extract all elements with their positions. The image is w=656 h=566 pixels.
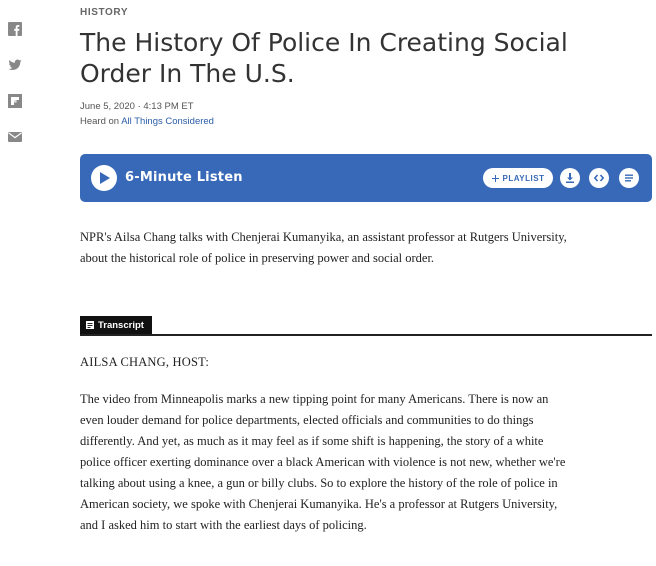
play-icon (99, 172, 111, 184)
story-summary: NPR's Ailsa Chang talks with Chenjerai Kumanyika, an assistant professor at Rutgers University, about the historical role of police in preserving power and social order. (80, 230, 567, 265)
heard-on (80, 114, 214, 129)
download-button[interactable] (560, 168, 580, 188)
transcript-paragraph: The video from Minneapolis marks a new tipping point for many Americans. There is now an even louder demand for police departments, elected officials and communities to do things differently. And yet, as much as it may feel as if some shift is happening, the story of a white police officer exerting dominance over a black American with violence is not new, whether we're talking about using a knee, a gun or billy clubs. So to explore the history of the role of police in American society, we spoke with Chenjerai Kumanyika. He's a professor at Rutgers University, and I asked him to start with the earliest days of policing. (80, 392, 566, 532)
play-button[interactable] (91, 165, 117, 191)
flipboard-icon[interactable] (8, 94, 22, 108)
list-icon (624, 173, 634, 183)
embed-button[interactable] (589, 168, 609, 188)
transcript-speaker: AILSA CHANG, HOST: (80, 355, 210, 369)
transcript-tab (80, 316, 152, 334)
transcript-divider (80, 334, 652, 336)
audio-player (80, 154, 652, 202)
playlist-label: PLAYLIST (502, 173, 545, 183)
dateline: June 5, 2020 · 4:13 PM ET (80, 101, 194, 112)
transcript-tab-label: Transcript (98, 319, 144, 331)
page-title: The History Of Police In Creating Social Order In The U.S. (80, 28, 568, 88)
section-kicker[interactable]: HISTORY (80, 7, 129, 18)
plus-icon (492, 175, 499, 182)
transcript-button[interactable] (619, 168, 639, 188)
email-icon[interactable] (8, 130, 22, 144)
transcript-icon (86, 321, 94, 329)
share-rail (8, 22, 24, 166)
embed-code-icon (594, 173, 604, 183)
heard-on-prefix: Heard on (80, 116, 122, 127)
download-icon (565, 173, 575, 183)
facebook-icon[interactable] (8, 22, 22, 36)
listen-duration-label: 6-Minute Listen (125, 170, 243, 185)
show-link[interactable]: All Things Considered (121, 116, 214, 127)
add-to-playlist-button[interactable] (483, 168, 553, 188)
twitter-icon[interactable] (8, 58, 22, 72)
